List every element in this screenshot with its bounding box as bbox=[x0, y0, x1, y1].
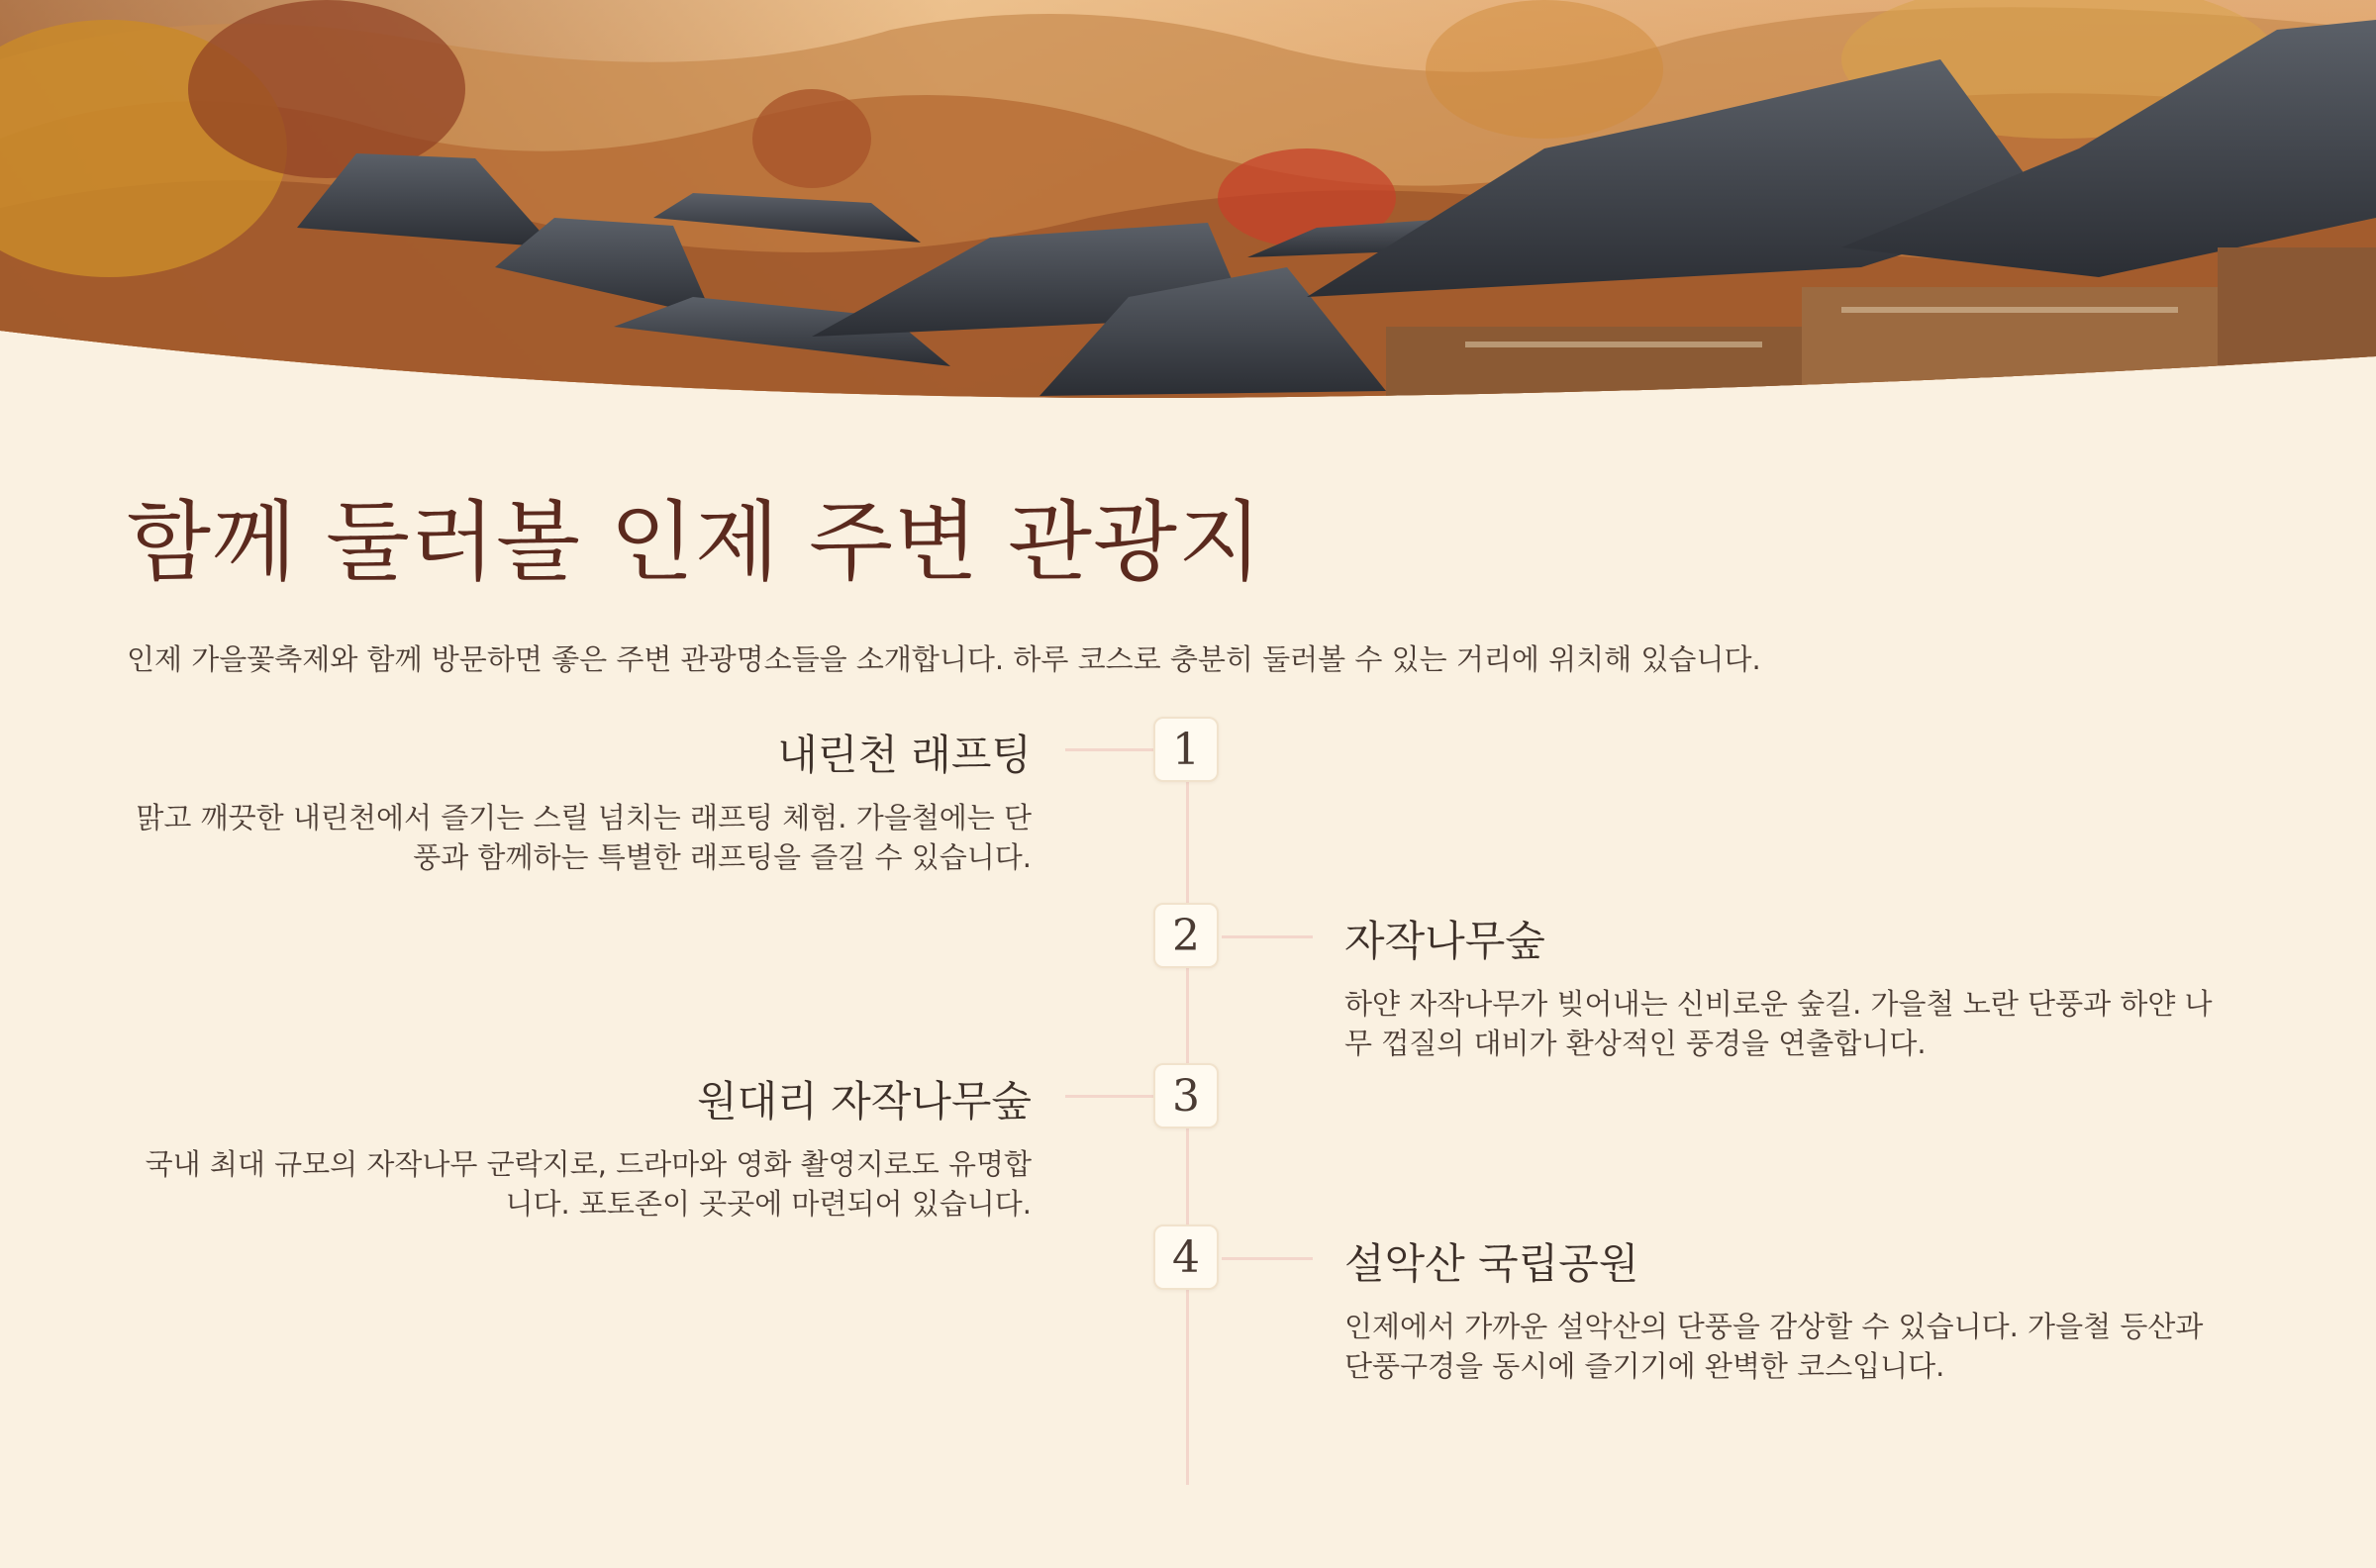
timeline-item-title-1: 내린천 래프팅 bbox=[777, 731, 1032, 779]
timeline-connector bbox=[1222, 1257, 1313, 1260]
timeline-connector bbox=[1065, 748, 1156, 751]
timeline-item-desc-2: 하얀 자작나무가 빚어내는 신비로운 숲길. 가을철 노란 단풍과 하얀 나무 껍질의 대비가 환상적인 풍경을 연출합니다. bbox=[1344, 987, 2213, 1060]
timeline-item-title-4: 설악산 국립공원 bbox=[1344, 1239, 1639, 1288]
timeline-number-1: 1 bbox=[1153, 717, 1219, 782]
timeline-item-desc-3: 국내 최대 규모의 자작나무 군락지로, 드라마와 영화 촬영지로도 유명합니다. 포토존이 곳곳에 마련되어 있습니다. bbox=[145, 1147, 1032, 1221]
timeline-number-4: 4 bbox=[1153, 1225, 1219, 1290]
page-title: 함께 둘러볼 인제 주변 관광지 bbox=[127, 491, 1263, 593]
timeline-number-3: 3 bbox=[1153, 1063, 1219, 1128]
timeline-item-title-3: 원대리 자작나무숲 bbox=[697, 1077, 1032, 1126]
hero-image bbox=[0, 0, 2376, 416]
timeline-number-2: 2 bbox=[1153, 903, 1219, 968]
timeline-item-title-2: 자작나무숲 bbox=[1344, 917, 1545, 965]
timeline-connector bbox=[1065, 1095, 1156, 1098]
timeline-item-desc-4: 인제에서 가까운 설악산의 단풍을 감상할 수 있습니다. 가을철 등산과 단풍구경을 동시에 즐기기에 완벽한 코스입니다. bbox=[1344, 1310, 2204, 1383]
page-intro: 인제 가을꽃축제와 함께 방문하면 좋은 주변 관광명소들을 소개합니다. 하루 코스로 충분히 둘러볼 수 있는 거리에 위치해 있습니다. bbox=[127, 642, 1761, 676]
timeline-connector bbox=[1222, 935, 1313, 938]
timeline-item-desc-1: 맑고 깨끗한 내린천에서 즐기는 스릴 넘치는 래프팅 체험. 가을철에는 단풍과 함께하는 특별한 래프팅을 즐길 수 있습니다. bbox=[136, 801, 1032, 874]
